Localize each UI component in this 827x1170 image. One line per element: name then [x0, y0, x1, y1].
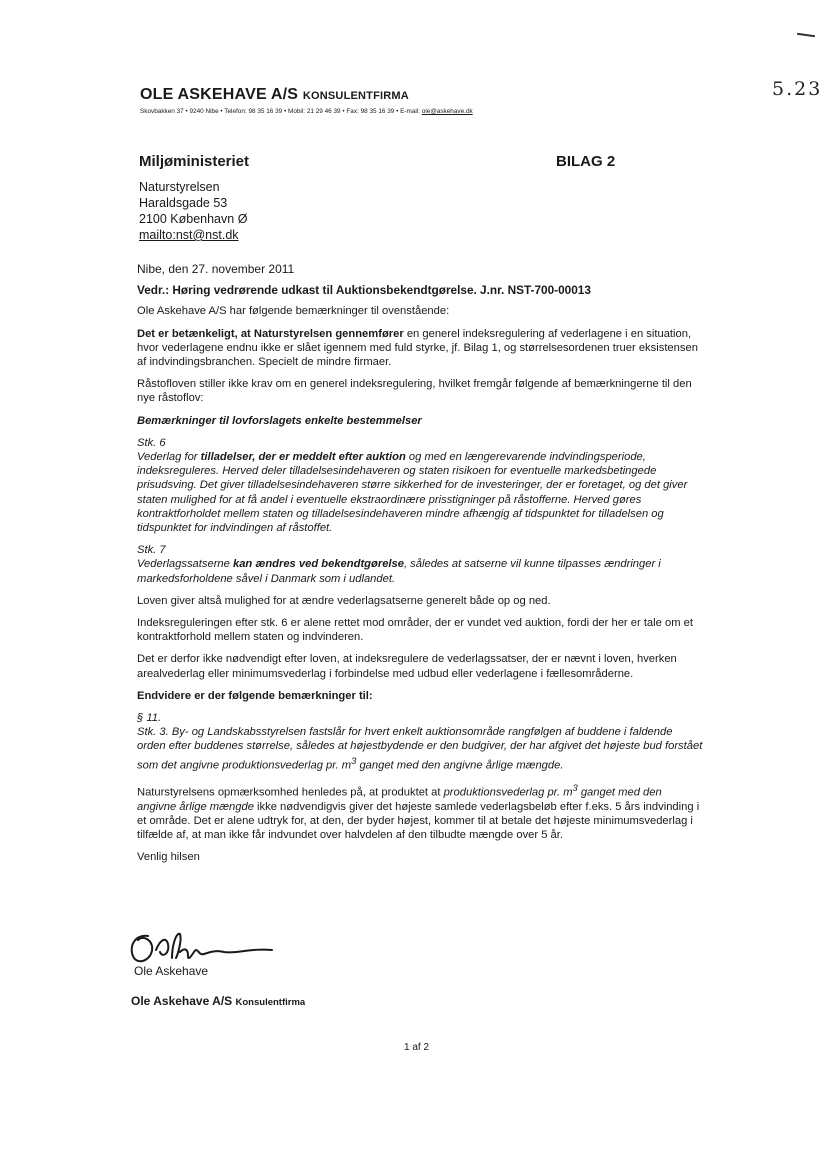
address-line: 2100 København Ø — [139, 212, 248, 226]
paragraph-6: Naturstyrelsens opmærksomhed henledes på, at produktet at produktionsvederlag pr. $m^3$ ganget med den angivne årlige mængde ikke nødvendigvis giver det højeste samlede vederlagsbeløb efter f.eks. 5 års indvinding i et område. Det er alene udtryk for, at den, der byder højest, kommer til at betale det højeste minimumsvederlag i tilfælde af, at man ikke får indvundet over halvdelen af den tilbudte mængde over 5 år. — [137, 782, 700, 841]
stk6-label: Stk. 6 — [137, 436, 166, 449]
paragraph-5: Det er derfor ikke nødvendigt efter loven, at indeksregulere de vederlagssatser, der er nævnt i loven, hverken arealvederlag eller minimumsvederlag i forbindelse med udbud eller vederlagene i fællesområderne. — [137, 653, 677, 680]
section-heading: Bemærkninger til lovforslagets enkelte bestemmelser — [137, 414, 422, 427]
subject-line: Vedr.: Høring vedrørende udkast til Auktionsbekendtgørelse. J.nr. NST-700-00013 — [137, 283, 591, 298]
address-line: Naturstyrelsen — [139, 180, 220, 194]
intro-paragraph: Ole Askehave A/S har følgende bemærkninger til ovenstående: — [137, 305, 450, 318]
address-line: Haraldsgade 53 — [139, 196, 228, 210]
paragraph-1: Det er betænkeligt, at Naturstyrelsen gennemfører en generel indeksregulering af vederlagene i en situation, hvor vederlagene endnu ikke er slået igennem med fuld styrke, jf. Bilag 1, og størrelsesordenen truer eksistensen af indvindingsbranchen. Specielt de mindre firmaer. — [137, 327, 698, 369]
contact-line: Skovbakken 37 • 9240 Nibe • Telefon: 98 35 16 39 • Mobil: 21 29 46 39 • Fax: 98 35 16 39 • E-mail: ole@askehave.dk — [140, 108, 473, 115]
handwritten-page-note: 5.23 — [772, 78, 823, 100]
signature-company: Ole Askehave A/S Konsulentfirma — [131, 994, 306, 1008]
section-11-label: § 11. — [137, 712, 162, 725]
company-name: OLE ASKEHAVE A/S KONSULENTFIRMA — [140, 86, 409, 103]
email-link[interactable]: ole@askehave.dk — [421, 108, 473, 115]
letterhead — [140, 86, 473, 115]
paragraph-4: Indeksreguleringen efter stk. 6 er alene rettet mod områder, der er vundet ved auktion, fordi der her er tale om et kontraktforhold mellem staten og indvinderen. — [137, 617, 693, 644]
stk7-quote: Stk. 7 Vederlagssatserne kan ændres ved bekendtgørelse, således at satserne vil kunne tilpasses ændringer i markedsforholdene såvel i Danmark som i udlandet. — [137, 544, 661, 585]
handwritten-signature — [126, 928, 276, 968]
letter-body — [137, 262, 703, 872]
closing: Venlig hilsen — [137, 851, 200, 864]
paragraph-3: Loven giver altså mulighed for at ændre vederlagsatserne generelt både op og ned. — [137, 594, 551, 607]
page-number: 1 af 2 — [404, 1042, 430, 1053]
recipient-name: Miljøministeriet — [139, 153, 250, 170]
signer-name: Ole Askehave — [134, 964, 209, 978]
recipient-address — [139, 179, 247, 243]
heading-2: Endvidere er der følgende bemærkninger til: — [137, 689, 373, 702]
section-11-quote: § 11. Stk. 3. By- og Landskabsstyrelsen fastslår for hvert enkelt auktionsområde rangfølgen af buddene i faldende orden efter buddenes størrelse, således at højestbydende er den budgiver, der har afgivet det højeste bud forstået som det angivne produktionsvederlag pr. $m^3$ ganget med den angivne årlige mængde. — [137, 712, 703, 772]
stk7-label: Stk. 7 — [137, 544, 166, 557]
date-line: Nibe, den 27. november 2011 — [137, 262, 295, 276]
paragraph-2: Råstofloven stiller ikke krav om en generel indeksregulering, hvilket fremgår følgende af bemærkningerne til den nye råstoflov: — [137, 378, 692, 405]
corner-pen-mark — [797, 33, 815, 37]
stk6-quote: Stk. 6 Vederlag for tilladelser, der er meddelt efter auktion og med en længerevarende indvindingsperiode, indeksreguleres. Herved deler tilladelsesindehaveren og staten risikoen for eventuelle markedsbetingede prisudsving. Det giver tilladelsesindehaveren større sikkerhed for de investeringer, der er foretaget, og det giver staten mulighed for at få andel i eventuelle ekstraordinære prisstigninger på råstofferne. Herved gøres kontraktforholdet mellem staten og tilladelsesindehaveren mindre afhængig af tidspunktet for tilladelsen og tidspunktet for indvindingen af råstoffet. — [137, 436, 688, 535]
company-suffix: KONSULENTFIRMA — [302, 90, 409, 102]
attachment-label: BILAG 2 — [556, 153, 616, 170]
mail-link[interactable]: mailto:nst@nst.dk — [139, 228, 239, 242]
